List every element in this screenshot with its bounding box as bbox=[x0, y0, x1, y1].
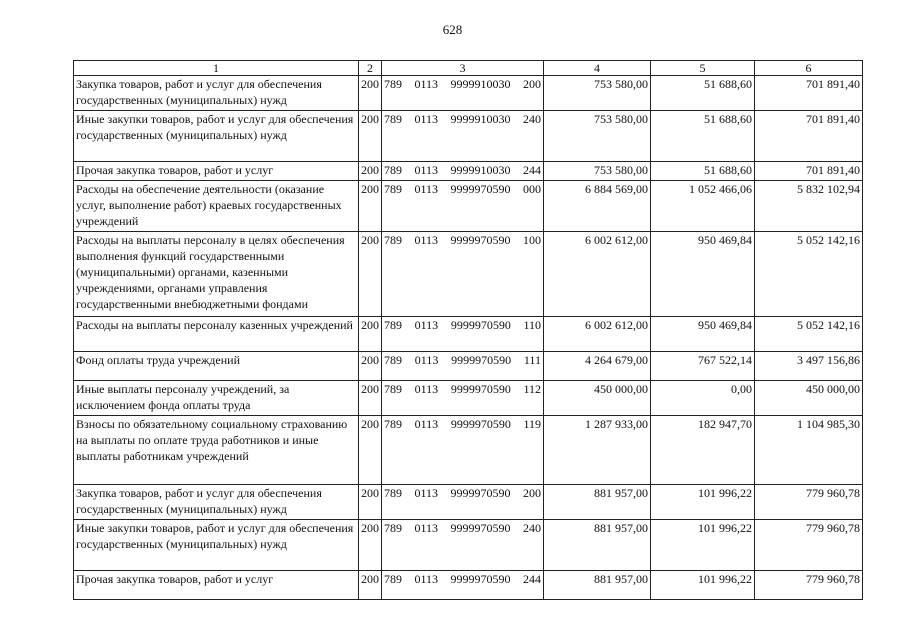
code-csr: 9999970590 bbox=[450, 318, 511, 332]
code-razdel: 0113 bbox=[414, 233, 439, 247]
row-col5: 51 688,60 bbox=[651, 111, 755, 162]
code-vr: 100 bbox=[522, 233, 541, 247]
code-ved: 789 bbox=[384, 77, 402, 91]
page-number: 628 bbox=[442, 22, 463, 37]
row-code bbox=[382, 485, 544, 520]
code-razdel: 0113 bbox=[414, 353, 439, 367]
code-vr: 200 bbox=[522, 486, 541, 500]
code-csr: 9999970590 bbox=[450, 382, 511, 396]
row-col6: 3 497 156,86 bbox=[755, 352, 863, 381]
row-name: Фонд оплаты труда учреждений bbox=[74, 352, 359, 381]
row-code bbox=[382, 232, 544, 317]
row-col5: 950 469,84 bbox=[651, 317, 755, 352]
code-razdel: 0113 bbox=[414, 77, 439, 91]
table-row bbox=[74, 181, 863, 232]
row-name: Прочая закупка товаров, работ и услуг bbox=[74, 571, 359, 600]
code-ved: 789 bbox=[384, 233, 402, 247]
code-razdel: 0113 bbox=[414, 163, 439, 177]
row-col6: 779 960,78 bbox=[755, 571, 863, 600]
code-csr: 9999910030 bbox=[450, 163, 511, 177]
code-ved: 789 bbox=[384, 182, 402, 196]
row-code bbox=[382, 381, 544, 416]
table-row bbox=[74, 76, 863, 111]
row-col2: 200 bbox=[359, 181, 382, 232]
code-vr: 200 bbox=[522, 77, 541, 91]
code-vr: 244 bbox=[522, 163, 541, 177]
row-code bbox=[382, 76, 544, 111]
row-col6: 701 891,40 bbox=[755, 162, 863, 181]
table-row bbox=[74, 485, 863, 520]
row-col2: 200 bbox=[359, 317, 382, 352]
code-ved: 789 bbox=[384, 112, 402, 126]
row-code bbox=[382, 416, 544, 485]
row-col6: 450 000,00 bbox=[755, 381, 863, 416]
row-col4: 6 002 612,00 bbox=[544, 317, 651, 352]
code-razdel: 0113 bbox=[414, 112, 439, 126]
row-col6: 5 832 102,94 bbox=[755, 181, 863, 232]
column-header-3: 3 bbox=[382, 61, 544, 76]
code-razdel: 0113 bbox=[414, 318, 439, 332]
code-vr: 119 bbox=[523, 417, 541, 431]
row-col5: 101 996,22 bbox=[651, 485, 755, 520]
budget-table bbox=[73, 60, 863, 600]
table-row bbox=[74, 162, 863, 181]
column-header-2: 2 bbox=[359, 61, 382, 76]
row-col2: 200 bbox=[359, 571, 382, 600]
row-name: Взносы по обязательному социальному страхованию на выплаты по оплате труда работников и иные выплаты работникам учреждений bbox=[74, 416, 359, 485]
code-csr: 9999970590 bbox=[450, 417, 511, 431]
row-col6: 779 960,78 bbox=[755, 520, 863, 571]
row-col5: 51 688,60 bbox=[651, 76, 755, 111]
row-col5: 0,00 bbox=[651, 381, 755, 416]
row-col6: 5 052 142,16 bbox=[755, 232, 863, 317]
row-name: Иные закупки товаров, работ и услуг для обеспечения государственных (муниципальных) нужд bbox=[74, 520, 359, 571]
code-vr: 112 bbox=[523, 382, 541, 396]
code-razdel: 0113 bbox=[414, 521, 439, 535]
row-code bbox=[382, 352, 544, 381]
row-col6: 1 104 985,30 bbox=[755, 416, 863, 485]
code-csr: 9999970590 bbox=[450, 486, 511, 500]
row-name: Расходы на обеспечение деятельности (оказание услуг, выполнение работ) краевых государственных учреждений bbox=[74, 181, 359, 232]
row-col2: 200 bbox=[359, 352, 382, 381]
row-code bbox=[382, 162, 544, 181]
row-col4: 4 264 679,00 bbox=[544, 352, 651, 381]
code-csr: 9999970590 bbox=[451, 353, 512, 367]
column-header-1: 1 bbox=[74, 61, 359, 76]
code-razdel: 0113 bbox=[414, 486, 439, 500]
code-razdel: 0113 bbox=[414, 417, 439, 431]
code-ved: 789 bbox=[384, 318, 402, 332]
code-csr: 9999910030 bbox=[450, 112, 511, 126]
row-col2: 200 bbox=[359, 232, 382, 317]
row-name: Закупка товаров, работ и услуг для обеспечения государственных (муниципальных) нужд bbox=[74, 485, 359, 520]
code-ved: 789 bbox=[384, 163, 402, 177]
code-ved: 789 bbox=[384, 486, 402, 500]
row-col4: 6 884 569,00 bbox=[544, 181, 651, 232]
row-name: Расходы на выплаты персоналу в целях обеспечения выполнения функций государственными (муниципальными) органами, казенными учреждениями, органами управления государственными внебюджетными фондами bbox=[74, 232, 359, 317]
table-row bbox=[74, 317, 863, 352]
row-code bbox=[382, 520, 544, 571]
code-vr: 240 bbox=[522, 112, 541, 126]
code-vr: 000 bbox=[522, 182, 541, 196]
row-col5: 51 688,60 bbox=[651, 162, 755, 181]
code-csr: 9999970590 bbox=[450, 182, 511, 196]
code-vr: 244 bbox=[522, 572, 541, 586]
table-body bbox=[74, 76, 863, 600]
row-col4: 881 957,00 bbox=[544, 520, 651, 571]
code-csr: 9999970590 bbox=[450, 521, 511, 535]
row-col5: 1 052 466,06 bbox=[651, 181, 755, 232]
code-ved: 789 bbox=[384, 353, 402, 367]
code-csr: 9999970590 bbox=[450, 572, 511, 586]
row-col6: 779 960,78 bbox=[755, 485, 863, 520]
table-row bbox=[74, 416, 863, 485]
code-vr: 240 bbox=[522, 521, 541, 535]
row-code bbox=[382, 111, 544, 162]
row-col5: 767 522,14 bbox=[651, 352, 755, 381]
row-col5: 101 996,22 bbox=[651, 571, 755, 600]
table-row bbox=[74, 111, 863, 162]
row-col4: 1 287 933,00 bbox=[544, 416, 651, 485]
row-name: Расходы на выплаты персоналу казенных учреждений bbox=[74, 317, 359, 352]
code-ved: 789 bbox=[384, 382, 402, 396]
table-row bbox=[74, 520, 863, 571]
row-col2: 200 bbox=[359, 111, 382, 162]
table-row bbox=[74, 381, 863, 416]
column-header-6: 6 bbox=[755, 61, 863, 76]
code-vr: 111 bbox=[523, 353, 541, 367]
row-name: Иные закупки товаров, работ и услуг для обеспечения государственных (муниципальных) нужд bbox=[74, 111, 359, 162]
table-row bbox=[74, 352, 863, 381]
row-col5: 101 996,22 bbox=[651, 520, 755, 571]
row-code bbox=[382, 181, 544, 232]
code-csr: 9999910030 bbox=[450, 77, 511, 91]
row-col6: 5 052 142,16 bbox=[755, 317, 863, 352]
row-col5: 950 469,84 bbox=[651, 232, 755, 317]
row-col6: 701 891,40 bbox=[755, 76, 863, 111]
row-col2: 200 bbox=[359, 520, 382, 571]
column-header-4: 4 bbox=[544, 61, 651, 76]
row-name: Иные выплаты персоналу учреждений, за исключением фонда оплаты труда bbox=[74, 381, 359, 416]
row-col4: 881 957,00 bbox=[544, 485, 651, 520]
row-col2: 200 bbox=[359, 485, 382, 520]
table-row bbox=[74, 571, 863, 600]
row-col4: 753 580,00 bbox=[544, 162, 651, 181]
row-col2: 200 bbox=[359, 416, 382, 485]
row-col2: 200 bbox=[359, 381, 382, 416]
row-col5: 182 947,70 bbox=[651, 416, 755, 485]
row-code bbox=[382, 571, 544, 600]
table-row bbox=[74, 232, 863, 317]
code-vr: 110 bbox=[523, 318, 541, 332]
row-col4: 753 580,00 bbox=[544, 76, 651, 111]
row-name: Закупка товаров, работ и услуг для обеспечения государственных (муниципальных) нужд bbox=[74, 76, 359, 111]
code-ved: 789 bbox=[384, 572, 402, 586]
code-ved: 789 bbox=[384, 521, 402, 535]
code-razdel: 0113 bbox=[414, 382, 439, 396]
row-col4: 881 957,00 bbox=[544, 571, 651, 600]
table-header-row bbox=[74, 61, 863, 76]
row-col2: 200 bbox=[359, 162, 382, 181]
row-col4: 450 000,00 bbox=[544, 381, 651, 416]
column-header-5: 5 bbox=[651, 61, 755, 76]
row-code bbox=[382, 317, 544, 352]
row-col2: 200 bbox=[359, 76, 382, 111]
code-ved: 789 bbox=[384, 417, 402, 431]
row-col4: 6 002 612,00 bbox=[544, 232, 651, 317]
row-col4: 753 580,00 bbox=[544, 111, 651, 162]
code-razdel: 0113 bbox=[414, 182, 439, 196]
row-col6: 701 891,40 bbox=[755, 111, 863, 162]
code-csr: 9999970590 bbox=[450, 233, 511, 247]
row-name: Прочая закупка товаров, работ и услуг bbox=[74, 162, 359, 181]
code-razdel: 0113 bbox=[414, 572, 439, 586]
